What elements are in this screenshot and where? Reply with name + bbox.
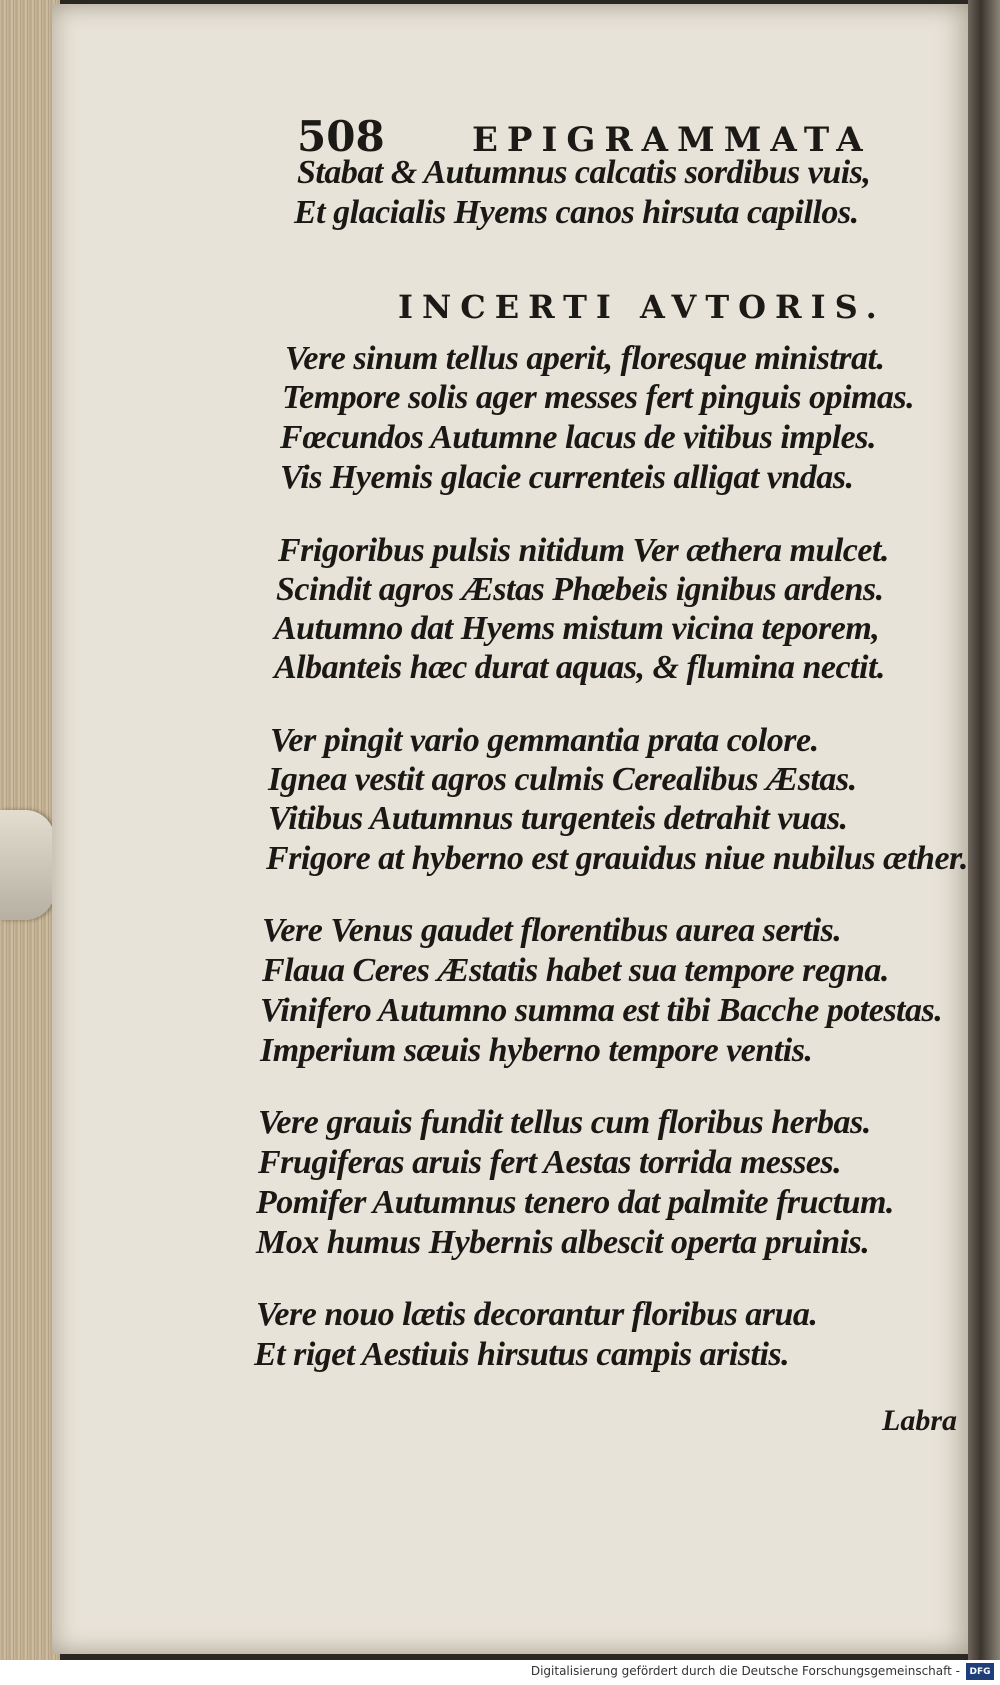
book-page — [52, 4, 972, 1654]
verse-line: Vere nouo lætis decorantur floribus arua. — [256, 1296, 818, 1333]
verse-line: Frugiferas aruis fert Aestas torrida messes. — [258, 1144, 842, 1181]
book-clasp — [0, 810, 55, 920]
verse-line: Vere Venus gaudet florentibus aurea sertis. — [262, 912, 842, 949]
verse-line: Autumno dat Hyems mistum vicina teporem, — [274, 610, 880, 647]
verse-line: Albanteis hæc durat aquas, & flumina nectit. — [274, 649, 885, 686]
verse-line: Fœcundos Autumne lacus de vitibus imples. — [280, 419, 876, 456]
catchword: Labra — [882, 1404, 957, 1437]
verse-line: Ver pingit vario gemmantia prata colore. — [270, 722, 819, 759]
verse-line: Et glacialis Hyems canos hirsuta capillos. — [294, 194, 859, 231]
footer-bar — [0, 1660, 1000, 1685]
verse-line: Vitibus Autumnus turgenteis detrahit vuas. — [268, 800, 848, 837]
verse-line: Imperium sæuis hyberno tempore ventis. — [260, 1032, 813, 1069]
verse-line: Flaua Ceres Æstatis habet sua tempore regna. — [262, 952, 889, 989]
funding-credit: Digitalisierung gefördert durch die Deutsche Forschungsgemeinschaft - — [530, 1664, 960, 1678]
verse-line: Vis Hyemis glacie currenteis alligat vndas. — [280, 459, 854, 496]
verse-line: Frigore at hyberno est grauidus niue nubilus æther. — [266, 840, 968, 877]
verse-line: Vere sinum tellus aperit, floresque ministrat. — [285, 340, 885, 377]
verse-line: Scindit agros Æstas Phœbeis ignibus ardens. — [276, 571, 884, 608]
page-number: 508 — [297, 112, 385, 161]
book-spine-shadow — [968, 0, 1000, 1660]
running-title: EPIGRAMMATA — [472, 120, 872, 160]
section-heading: INCERTI AVTORIS. — [398, 288, 886, 326]
verse-line: Mox humus Hybernis albescit operta pruinis. — [256, 1224, 870, 1261]
verse-line: Et riget Aestiuis hirsutus campis aristis. — [254, 1336, 790, 1373]
verse-line: Vere grauis fundit tellus cum floribus herbas. — [258, 1104, 871, 1141]
verse-line: Ignea vestit agros culmis Cerealibus Æstas. — [268, 761, 857, 798]
verse-line: Frigoribus pulsis nitidum Ver æthera mulcet. — [278, 532, 889, 569]
dfg-logo-icon: DFG — [966, 1663, 994, 1680]
verse-line: Stabat & Autumnus calcatis sordibus vuis, — [297, 154, 871, 191]
verse-line: Vinifero Autumno summa est tibi Bacche potestas. — [260, 992, 943, 1029]
verse-line: Pomifer Autumnus tenero dat palmite fructum. — [256, 1184, 894, 1221]
verse-line: Tempore solis ager messes fert pinguis opimas. — [282, 379, 915, 416]
